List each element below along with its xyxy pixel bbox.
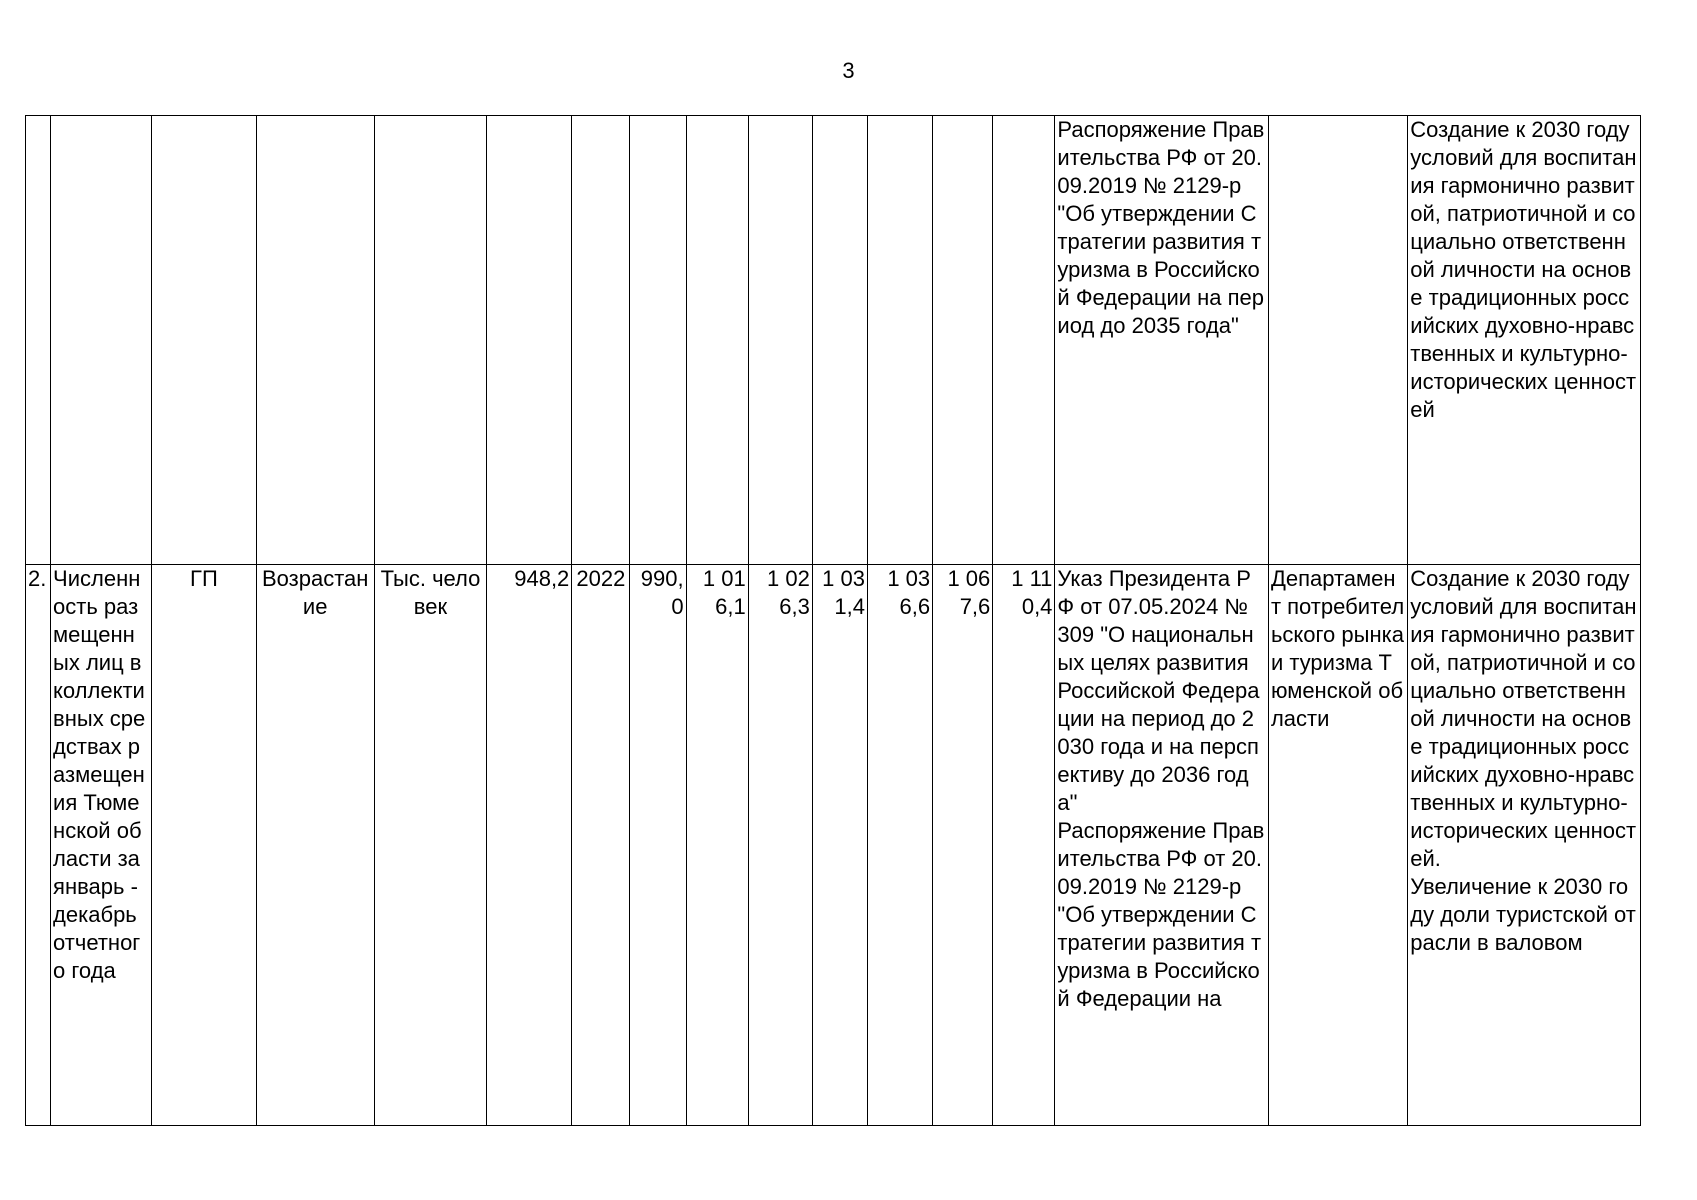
cell-value-1: 990,0: [630, 565, 686, 1126]
cell-base-year: [572, 116, 630, 565]
cell-responsible: Департамент потребительского рынка и туризма Тюменской области: [1268, 565, 1407, 1126]
cell-value-3: 1 026,3: [748, 565, 812, 1126]
cell-base-year: 2022: [572, 565, 630, 1126]
cell-document: Указ Президента РФ от 07.05.2024 № 309 "О национальных целях развития Российской Федерации на период до 2030 года и на перспективу до 2036 года" Распоряжение Правительства РФ от 20.09.2019 № 2129-р "Об утверждении Стратегии развития туризма в Российской Федерации на: [1055, 565, 1269, 1126]
cell-direction: [256, 116, 374, 565]
cell-document: Распоряжение Правительства РФ от 20.09.2019 № 2129-р "Об утверждении Стратегии развития туризма в Российской Федерации на период до 2035 года": [1055, 116, 1269, 565]
cell-indicator-name: [51, 116, 152, 565]
indicators-table: [25, 115, 1641, 1126]
cell-goal: Создание к 2030 году условий для воспитания гармонично развитой, патриотичной и социально ответственной личности на основе традиционных российских духовно-нравственных и культурно-исторических ценностей: [1408, 116, 1641, 565]
cell-num: [26, 116, 51, 565]
cell-value-2: [686, 116, 748, 565]
cell-value-3: [748, 116, 812, 565]
cell-value-7: [993, 116, 1055, 565]
cell-direction: Возрастание: [256, 565, 374, 1126]
cell-value-1: [630, 116, 686, 565]
cell-unit: Тыс. человек: [374, 565, 486, 1126]
cell-indicator-name: Численность размещенных лиц в коллективных средствах размещения Тюменской области за январь - декабрь отчетного года: [51, 565, 152, 1126]
cell-value-6: [933, 116, 993, 565]
cell-value-7: 1 110,4: [993, 565, 1055, 1126]
cell-unit: [374, 116, 486, 565]
table-row: [26, 565, 1641, 1126]
cell-value-4: [812, 116, 867, 565]
table-row: [26, 116, 1641, 565]
cell-value-4: 1 031,4: [812, 565, 867, 1126]
cell-num: 2.: [26, 565, 51, 1126]
cell-base-value: 948,2: [487, 565, 572, 1126]
cell-indicator-type: [152, 116, 256, 565]
page-number: 3: [842, 58, 855, 83]
cell-responsible: [1268, 116, 1407, 565]
cell-value-5: 1 036,6: [867, 565, 932, 1126]
cell-value-2: 1 016,1: [686, 565, 748, 1126]
cell-value-6: 1 067,6: [933, 565, 993, 1126]
cell-indicator-type: ГП: [152, 565, 256, 1126]
cell-value-5: [867, 116, 932, 565]
cell-base-value: [487, 116, 572, 565]
cell-goal: Создание к 2030 году условий для воспитания гармонично развитой, патриотичной и социально ответственной личности на основе традиционных российских духовно-нравственных и культурно-исторических ценностей. Увеличение к 2030 году доли туристской отрасли в валовом: [1408, 565, 1641, 1126]
